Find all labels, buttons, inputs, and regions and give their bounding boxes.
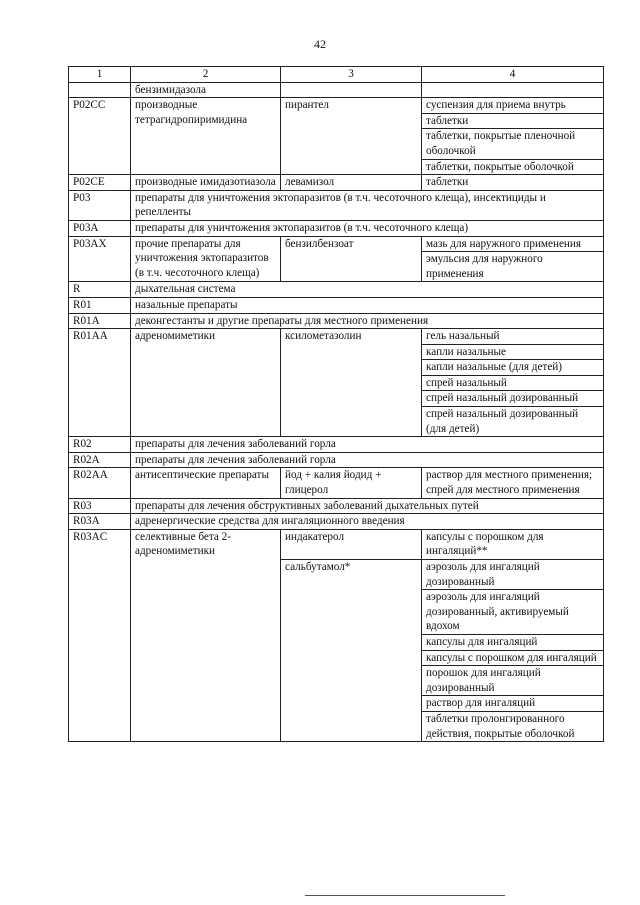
code-cell: P03AX [69,236,131,282]
footer-rule [305,895,505,896]
form-cell [422,82,604,98]
table-row [69,175,604,191]
header-cell: 1 [69,67,131,83]
form-cell: капсулы с порошком для ингаляций** [422,529,604,559]
form-cell: порошок для ингаляций дозированный [422,666,604,696]
drug-cell: бензилбензоат [281,236,422,282]
form-cell: капсулы для ингаляций [422,634,604,650]
drug-cell: индакатерол [281,529,422,559]
category-cell: адренергические средства для ингаляционного введения [131,514,604,530]
category-cell: препараты для уничтожения эктопаразитов (в т.ч. чесоточного клеща), инсектициды и репелленты [131,190,604,220]
form-cell: таблетки [422,175,604,191]
page-number: 42 [314,37,326,51]
category-cell: деконгестанты и другие препараты для местного применения [131,313,604,329]
form-cell: таблетки [422,113,604,129]
form-cell: спрей назальный [422,375,604,391]
code-cell: P03 [69,190,131,220]
code-cell: R01 [69,297,131,313]
form-cell: гель назальный [422,329,604,345]
form-cell: таблетки, покрытые пленочной оболочкой [422,129,604,159]
header-cell: 2 [131,67,281,83]
drug-cell: левамизол [281,175,422,191]
code-cell: R03 [69,498,131,514]
code-cell: P03A [69,220,131,236]
group-cell: производные имидазотиазола [131,175,281,191]
table-row [69,82,604,98]
drug-cell [281,82,422,98]
table-row [69,452,604,468]
code-cell: R [69,282,131,298]
drug-cell: йод + калия йодид + глицерол [281,468,422,498]
category-cell: препараты для лечения заболеваний горла [131,437,604,453]
code-cell: R01AA [69,329,131,437]
form-cell: таблетки пролонгированного действия, покрытые оболочкой [422,711,604,741]
form-cell: аэрозоль для ингаляций дозированный [422,560,604,590]
table-row [69,329,604,345]
table-row [69,529,604,559]
category-cell: назальные препараты [131,297,604,313]
group-cell: производные тетрагидропиримидина [131,98,281,175]
code-cell: R01A [69,313,131,329]
group-cell: бензимидазола [131,82,281,98]
form-cell: спрей назальный дозированный (для детей) [422,407,604,437]
code-cell: R02AA [69,468,131,498]
header-cell: 4 [422,67,604,83]
form-cell: раствор для ингаляций [422,696,604,712]
code-cell: R02 [69,437,131,453]
table-header-row [69,67,604,83]
form-cell: мазь для наружного применения [422,236,604,252]
form-cell: спрей назальный дозированный [422,391,604,407]
code-cell: R03A [69,514,131,530]
group-cell: селективные бета 2-адреномиметики [131,529,281,741]
code-cell: R02A [69,452,131,468]
group-cell: прочие препараты для уничтожения эктопаразитов (в т.ч. чесоточного клеща) [131,236,281,282]
table-row [69,437,604,453]
form-cell: таблетки, покрытые оболочкой [422,159,604,175]
category-cell: дыхательная система [131,282,604,298]
form-cell: раствор для местного применения; спрей для местного применения [422,468,604,498]
header-cell: 3 [281,67,422,83]
table-row [69,297,604,313]
table-row [69,220,604,236]
code-cell: P02CE [69,175,131,191]
category-cell: препараты для лечения обструктивных заболеваний дыхательных путей [131,498,604,514]
table-row [69,498,604,514]
form-cell: суспензия для приема внутрь [422,98,604,114]
drug-table [68,66,604,742]
category-cell: препараты для уничтожения эктопаразитов (в т.ч. чесоточного клеща) [131,220,604,236]
code-cell: P02CC [69,98,131,175]
code-cell [69,82,131,98]
table-row [69,514,604,530]
table-row [69,236,604,252]
form-cell: эмульсия для наружного применения [422,252,604,282]
table-row [69,468,604,498]
form-cell: аэрозоль для ингаляций дозированный, активируемый вдохом [422,590,604,635]
form-cell: капсулы с порошком для ингаляций [422,650,604,666]
group-cell: антисептические препараты [131,468,281,498]
group-cell: адреномиметики [131,329,281,437]
drug-cell: сальбутамол* [281,560,422,742]
code-cell: R03AC [69,529,131,741]
table-row [69,282,604,298]
drug-cell: ксилометазолин [281,329,422,437]
table-row [69,313,604,329]
category-cell: препараты для лечения заболеваний горла [131,452,604,468]
table-row [69,190,604,220]
drug-cell: пирантел [281,98,422,175]
form-cell: капли назальные (для детей) [422,360,604,376]
form-cell: капли назальные [422,344,604,360]
table-row [69,98,604,114]
